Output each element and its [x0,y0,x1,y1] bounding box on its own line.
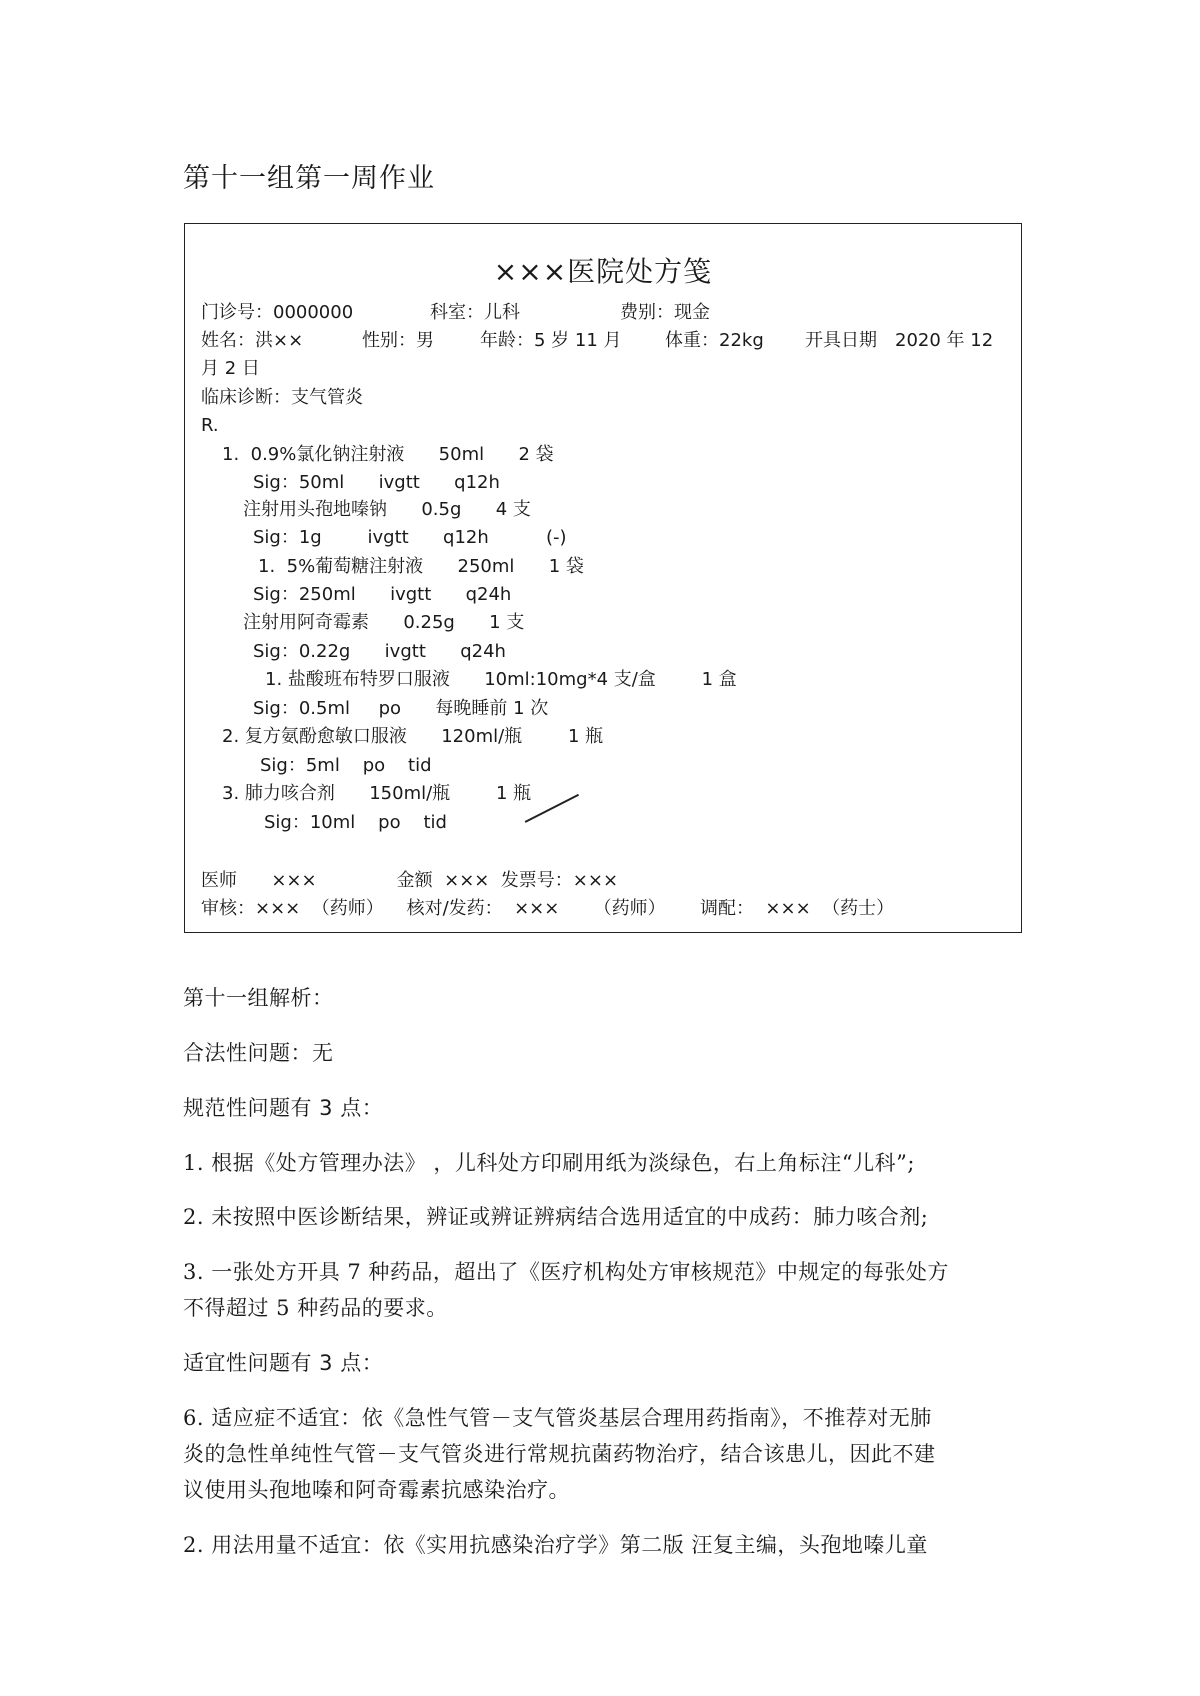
issue-date-cont: 月 2 日 [201,358,260,379]
analysis-heading: 第十一组解析： [183,986,334,1010]
fee-type: 费别：现金 [620,302,710,323]
patient-weight: 体重：22kg [665,330,764,351]
drug-sig: Sig：0.22g ivgtt q24h [253,641,506,662]
end-slash-mark [525,794,579,823]
suitability-heading: 适宜性问题有 3 点： [183,1351,384,1375]
drug-sig: Sig：0.5ml po 每晚睡前 1 次 [253,698,549,719]
clinic-number: 门诊号：0000000 [201,302,354,323]
diagnosis: 临床诊断：支气管炎 [201,387,363,408]
drug-item: 1. 5%葡萄糖注射液 250ml 1 袋 [258,556,584,577]
drug-item: 注射用头孢地嗪钠 0.5g 4 支 [243,499,531,520]
drug-item: 3. 肺力咳合剂 150ml/瓶 1 瓶 [222,783,532,804]
drug-sig: Sig：10ml po tid [264,812,447,833]
patient-age: 年龄：5 岁 11 月 [480,330,622,351]
suitability-item-6: 6. 适应症不适宜：依《急性气管－支气管炎基层合理用药指南》，不推荐对无肺 [183,1406,932,1430]
suitability-item-2: 2. 用法用量不适宜：依《实用抗感染治疗学》第二版 汪复主编，头孢地嗪儿童 [183,1533,928,1557]
drug-item: 2. 复方氨酚愈敏口服液 120ml/瓶 1 瓶 [222,726,604,747]
patient-name: 姓名：洪×× [201,330,304,351]
drug-sig: Sig：5ml po tid [260,755,432,776]
review-line: 审核：××× （药师） 核对/发药： ××× （药师） 调配： ××× （药士） [201,898,895,919]
prescription-form [184,223,1022,933]
doctor-line: 医师 ××× 金额 ××× 发票号：××× [201,870,619,891]
drug-item: 注射用阿奇霉素 0.25g 1 支 [243,612,525,633]
norm-item-3-cont: 不得超过 5 种药品的要求。 [183,1296,448,1320]
rx-mark: R. [201,415,219,436]
drug-sig: Sig：50ml ivgtt q12h [253,472,500,493]
patient-gender: 性别：男 [362,330,434,351]
drug-item: 1. 盐酸班布特罗口服液 10ml:10mg*4 支/盒 1 盒 [265,669,737,690]
department: 科室：儿科 [430,302,520,323]
drug-item: 1. 0.9%氯化钠注射液 50ml 2 袋 [222,444,554,465]
legality-line: 合法性问题：无 [183,1041,334,1065]
drug-sig: Sig：250ml ivgtt q24h [253,584,512,605]
page-title: 第十一组第一周作业 [183,163,435,194]
norm-item-2: 2. 未按照中医诊断结果，辨证或辨证辨病结合选用适宜的中成药：肺力咳合剂; [183,1205,929,1229]
prescription-title: ×××医院处方笺 [493,255,713,288]
norm-item-3: 3. 一张处方开具 7 种药品，超出了《医疗机构处方审核规范》中规定的每张处方 [183,1260,949,1284]
suitability-item-6-cont: 议使用头孢地嗪和阿奇霉素抗感染治疗。 [183,1478,570,1502]
suitability-item-6-cont: 炎的急性单纯性气管－支气管炎进行常规抗菌药物治疗，结合该患儿，因此不建 [183,1442,936,1466]
drug-sig: Sig：1g ivgtt q12h (-) [253,527,567,548]
norm-item-1: 1. 根据《处方管理办法》 ，儿科处方印刷用纸为淡绿色，右上角标注“儿科”; [183,1151,915,1175]
norm-heading: 规范性问题有 3 点： [183,1096,384,1120]
issue-date: 开具日期 2020 年 12 [805,330,994,351]
